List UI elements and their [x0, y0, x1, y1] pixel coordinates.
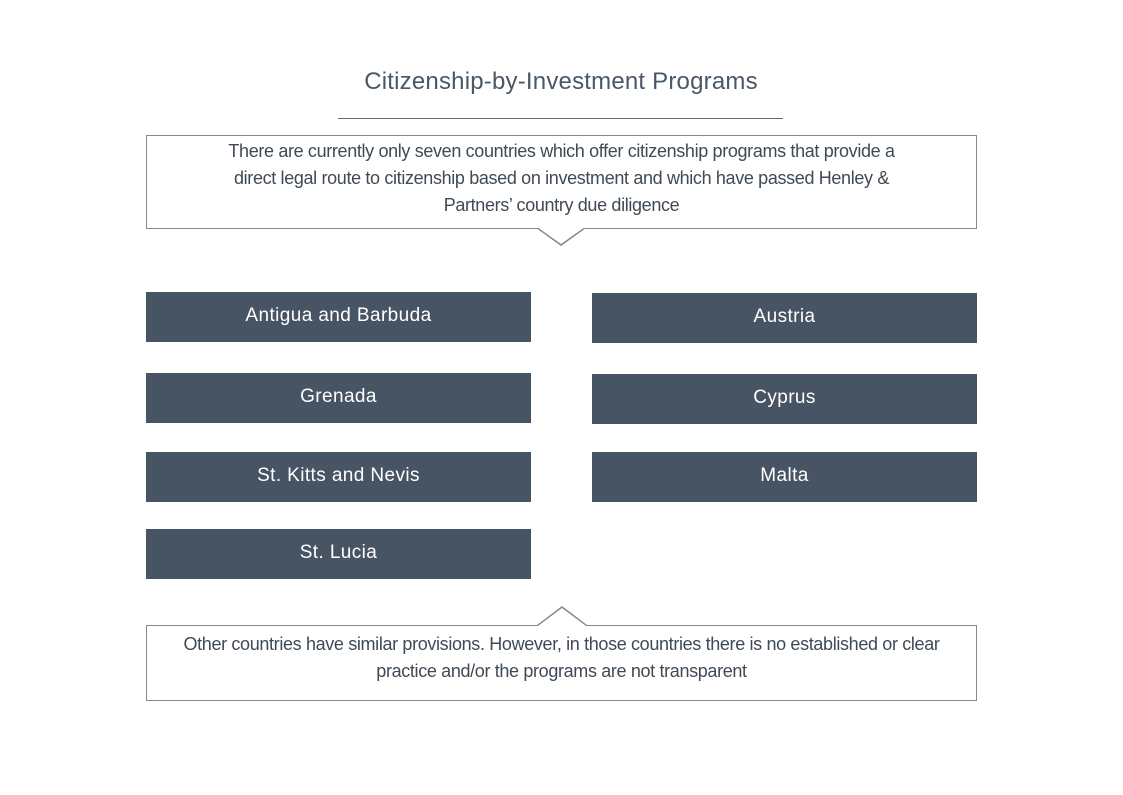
intro-callout-pointer-fill: [537, 227, 585, 244]
country-box-st-kitts-and-nevis: [146, 452, 531, 502]
country-label: Malta: [760, 465, 809, 486]
country-label: Antigua and Barbuda: [245, 305, 432, 326]
country-box-cyprus: [592, 374, 977, 424]
country-box-st-lucia: [146, 529, 531, 579]
intro-callout-line-1: There are currently only seven countries which offer citizenship programs that provide a: [228, 141, 895, 161]
country-box-malta: [592, 452, 977, 502]
country-label: Austria: [753, 306, 816, 327]
country-label: Grenada: [300, 386, 377, 407]
country-label: Cyprus: [753, 387, 816, 408]
intro-callout-line-3: Partners’ country due diligence: [443, 195, 680, 215]
other-countries-callout: [146, 625, 977, 701]
other-countries-line-2: practice and/or the programs are not transparent: [376, 661, 747, 681]
country-box-austria: [592, 293, 977, 343]
other-countries-line-1: Other countries have similar provisions. However, in those countries there is no established or clear: [183, 634, 940, 654]
other-countries-callout-pointer-fill: [538, 608, 586, 626]
intro-callout-line-2: direct legal route to citizenship based on investment and which have passed Henley &: [233, 168, 889, 188]
country-box-antigua-and-barbuda: [146, 292, 531, 342]
country-label: St. Kitts and Nevis: [257, 465, 420, 486]
title-underline: [338, 118, 783, 119]
country-box-grenada: [146, 373, 531, 423]
country-label: St. Lucia: [299, 542, 378, 563]
diagram-title: Citizenship-by-Investment Programs: [364, 68, 758, 95]
intro-callout: [146, 135, 977, 229]
